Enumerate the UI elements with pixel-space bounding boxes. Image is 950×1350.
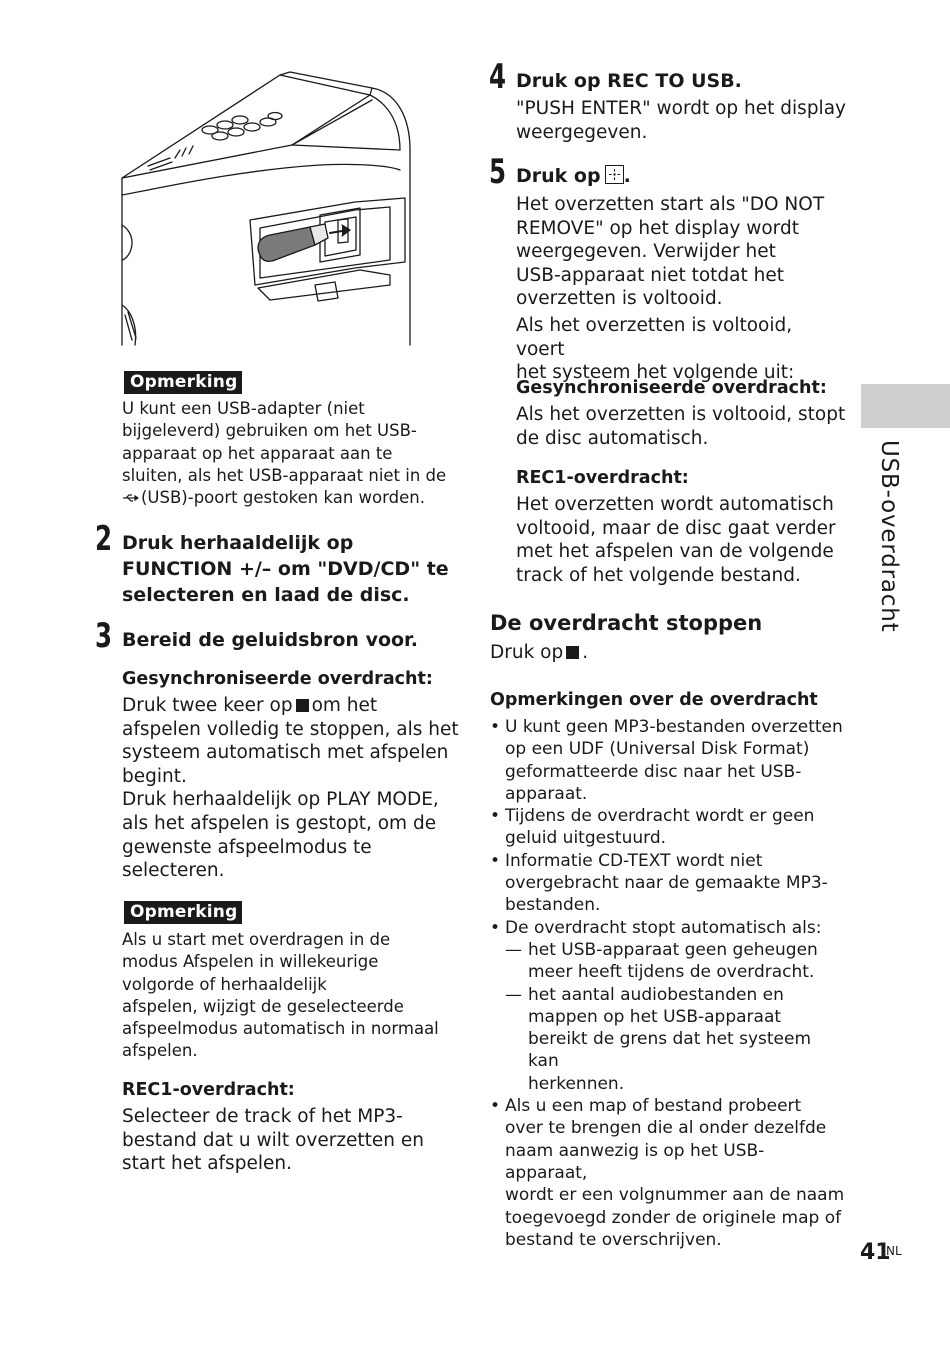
list-item: • U kunt geen MP3-bestanden overzetten op een UDF (Universal Disk Format) geformatteerde disc naar het USB- apparaat. (490, 716, 845, 805)
sub-heading: Opmerkingen over de overdracht (490, 690, 818, 710)
enter-button-icon (605, 165, 624, 184)
sub-list-item: — het aantal audiobestanden en mappen op het USB-apparaat bereikt de grens dat het systeem kan herkennen. (505, 984, 845, 1095)
body-text: Het overzetten start als "DO NOT REMOVE" op het display wordt weergegeven. Verwijder het USB-apparaat niet totdat het overzetten is voltooid. (516, 194, 825, 310)
step-number: 5 (489, 152, 507, 192)
page-number: 41 (860, 1240, 891, 1265)
body-text: Selecteer de track of het MP3- bestand dat u wilt overzetten en start het afspelen. (122, 1106, 425, 1175)
body-text: Als het overzetten is voltooid, stopt de disc automatisch. (516, 404, 846, 449)
section-heading: De overdracht stoppen (490, 611, 763, 635)
stop-icon (296, 699, 309, 712)
sub-list-item: — het USB-apparaat geen geheugen meer heeft tijdens de overdracht. (505, 939, 845, 984)
step-title: Druk op REC TO USB. (516, 70, 742, 92)
section-tab (861, 384, 950, 428)
note-line: apparaat op het apparaat aan te (122, 443, 393, 463)
step-title: Druk op . (516, 165, 631, 187)
sub-heading: Gesynchroniseerde overdracht: (516, 378, 827, 398)
step-number: 4 (489, 57, 507, 97)
list-item: • De overdracht stopt automatisch als: — het USB-apparaat geen geheugen meer heeft tijdens de overdracht. — het aantal audiobestanden en mappen op het USB-apparaat bereikt de grens dat het systeem kan herkennen. (490, 917, 845, 1095)
note-text: Als u start met overdragen in de modus Afspelen in willekeurige volgorde of herhaaldelijk afspelen, wijzigt de geselecteerde afspeelmodus automatisch in normaal afspelen. (122, 930, 439, 1061)
note-line: sluiten, als het USB-apparaat niet in de (122, 465, 447, 485)
body-text: "PUSH ENTER" wordt op het display weergegeven. (516, 98, 846, 143)
usb-icon (122, 493, 139, 503)
note-label: Opmerking (124, 901, 242, 924)
list-item: • Als u een map of bestand probeert over te brengen die al onder dezelfde naam aanwezig is op het USB-apparaat, wordt er een volgnummer aan de naam toegevoegd zonder de originele map of bestand te overschrijven. (490, 1095, 845, 1251)
step-number: 2 (95, 519, 113, 559)
note-line: (USB)-poort gestoken kan worden. (122, 487, 452, 509)
sub-list (505, 939, 845, 1095)
stop-icon (566, 646, 579, 659)
body-text: Druk twee keer op om het afspelen volledig te stoppen, als het systeem automatisch met afspelen begint. Druk herhaaldelijk op PLAY MODE, als het afspelen is gestopt, om de gewenste afspeelmodus te selecteren. (122, 695, 459, 882)
note-line: bijgeleverd) gebruiken om het USB- (122, 421, 417, 441)
section-tab-label: USB-overdracht (876, 440, 902, 633)
note-line: U kunt een USB-adapter (niet (122, 399, 365, 418)
list-item: • Tijdens de overdracht wordt er geen geluid uitgestuurd. (490, 805, 845, 850)
sub-heading: REC1-overdracht: (122, 1080, 295, 1100)
notes-list (490, 716, 845, 1251)
body-text: Als het overzetten is voltooid, voert het systeem het volgende uit: (516, 315, 795, 384)
body-text: Het overzetten wordt automatisch voltooid, maar de disc gaat verder met het afspelen van de volgende track of het volgende bestand. (516, 494, 836, 586)
list-item: • Informatie CD-TEXT wordt niet overgebracht naar de gemaakte MP3- bestanden. (490, 850, 845, 917)
sub-heading: Gesynchroniseerde overdracht: (122, 669, 433, 689)
note-text (122, 398, 452, 509)
usb-device-illustration (120, 70, 430, 350)
step-title: Druk herhaaldelijk op FUNCTION +/– om "DVD/CD" te selecteren en laad de disc. (122, 532, 449, 606)
step-title: Bereid de geluidsbron voor. (122, 629, 418, 651)
language-code: NL (886, 1244, 902, 1258)
body-text: Druk op . (490, 642, 589, 663)
step-number: 3 (95, 616, 113, 656)
sub-heading: REC1-overdracht: (516, 468, 689, 488)
note-label: Opmerking (124, 371, 242, 394)
